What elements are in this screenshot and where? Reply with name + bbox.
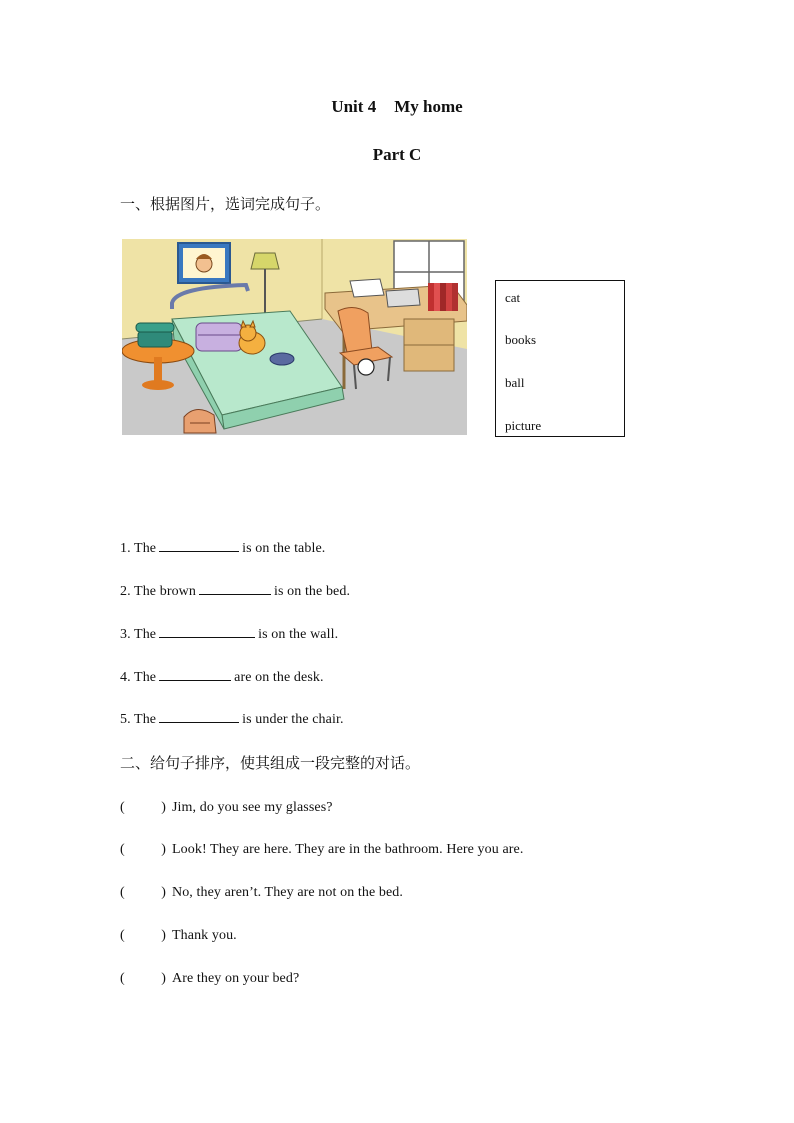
dialogue-text: No, they aren’t. They are not on the bed. xyxy=(172,885,404,900)
order-blank[interactable]: ( ) xyxy=(120,842,166,857)
answer-blank[interactable] xyxy=(199,582,271,595)
dialogue-text: Thank you. xyxy=(172,928,237,943)
section1-heading: 一、根据图片，选词完成句子。 xyxy=(120,195,331,213)
section2-heading: 二、给句子排序，使其组成一段完整的对话。 xyxy=(120,754,421,772)
dialogue-line xyxy=(120,971,299,987)
dialogue-line xyxy=(120,800,333,816)
order-blank[interactable]: ( ) xyxy=(120,928,166,943)
word-option: ball xyxy=(505,375,525,390)
dialogue-line xyxy=(120,842,523,858)
sentence-start: 1. The xyxy=(120,541,157,556)
sentence-end: is on the wall. xyxy=(258,627,339,642)
order-blank[interactable]: ( ) xyxy=(120,885,166,900)
dialogue-text: Jim, do you see my glasses? xyxy=(172,800,333,815)
order-blank[interactable]: ( ) xyxy=(120,971,166,986)
fill-sentence xyxy=(120,668,324,686)
answer-blank[interactable] xyxy=(159,625,255,638)
answer-blank[interactable] xyxy=(159,668,231,681)
sentence-end: is on the bed. xyxy=(274,584,351,599)
backpack xyxy=(184,409,216,433)
word-bank xyxy=(495,280,625,437)
word-option: books xyxy=(505,332,537,347)
sentence-start: 5. The xyxy=(120,712,157,727)
sentence-start: 4. The xyxy=(120,670,157,685)
word-option: cat xyxy=(505,290,521,305)
dialogue-text: Are they on your bed? xyxy=(172,971,300,986)
order-blank[interactable]: ( ) xyxy=(120,800,166,815)
sentence-end: are on the desk. xyxy=(234,670,324,685)
unit-name: My home xyxy=(394,97,463,116)
answer-blank[interactable] xyxy=(159,539,239,552)
sentence-end: is under the chair. xyxy=(242,712,344,727)
fill-sentence xyxy=(120,710,344,728)
sentence-start: 2. The brown xyxy=(120,584,196,599)
word-option: picture xyxy=(505,418,542,433)
sentence-start: 3. The xyxy=(120,627,157,642)
fill-sentence xyxy=(120,582,350,600)
page-title xyxy=(0,97,794,117)
sentence-end: is on the table. xyxy=(242,541,326,556)
telephone xyxy=(136,323,174,347)
unit-number: Unit 4 xyxy=(331,97,377,116)
books xyxy=(428,283,458,311)
dialogue-line xyxy=(120,928,237,944)
bedroom-illustration xyxy=(122,239,467,435)
fill-sentence xyxy=(120,625,338,643)
dialogue-line xyxy=(120,885,403,901)
answer-blank[interactable] xyxy=(159,710,239,723)
ball xyxy=(358,359,374,375)
part-title: Part C xyxy=(372,145,422,164)
wall-picture xyxy=(178,243,230,283)
dialogue-text: Look! They are here. They are in the bathroom. Here you are. xyxy=(172,842,524,857)
fill-sentence xyxy=(120,539,325,557)
